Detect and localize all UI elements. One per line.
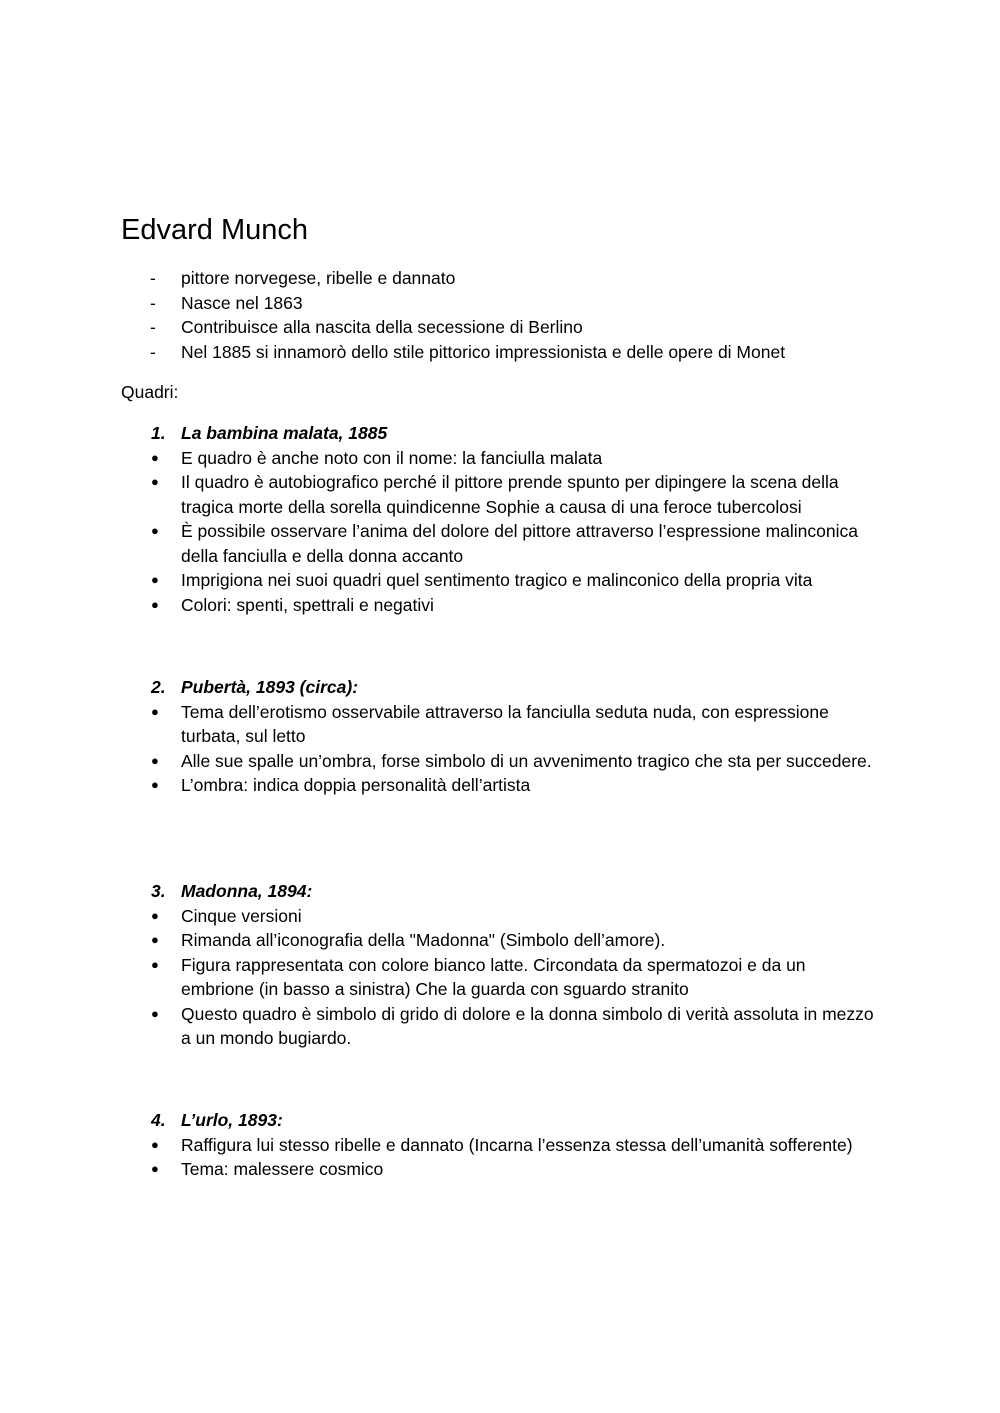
painting-section xyxy=(0,421,1000,617)
painting-bullets xyxy=(0,1133,1000,1182)
intro-item-text: Contribuisce alla nascita della secessione di Berlino xyxy=(181,317,583,337)
painting-section xyxy=(0,675,1000,798)
list-item-text: È possibile osservare l’anima del dolore del pittore attraverso l’espressione malinconica della fanciulla e della donna accanto xyxy=(181,521,859,566)
painting-title: Pubertà, 1893 (circa): xyxy=(181,677,359,697)
list-item-text: Questo quadro è simbolo di grido di dolore e la donna simbolo di verità assoluta in mezzo a un mondo bugiardo. xyxy=(181,1003,874,1048)
intro-item-text: Nasce nel 1863 xyxy=(181,292,303,313)
painting-number: 1. xyxy=(151,423,166,443)
intro-item xyxy=(0,340,1000,365)
painting-heading xyxy=(0,421,1000,446)
list-item xyxy=(0,904,1000,929)
intro-item-text: Nel 1885 si innamorò dello stile pittorico impressionista e delle opere di Monet xyxy=(181,341,786,362)
list-item xyxy=(0,700,1000,749)
bullet-icon: ● xyxy=(151,1005,159,1021)
list-item-text: Colori: spenti, spettrali e negativi xyxy=(181,594,434,615)
bullet-icon: ● xyxy=(151,932,159,947)
intro-item xyxy=(0,291,1000,316)
dash-marker: - xyxy=(150,341,156,362)
painting-heading xyxy=(0,675,1000,700)
list-item xyxy=(0,953,1000,1002)
bullet-icon: ● xyxy=(151,523,159,538)
painting-number: 3. xyxy=(151,881,166,901)
painting-title: Madonna, 1894: xyxy=(181,881,313,901)
painting-number: 4. xyxy=(151,1110,166,1130)
list-item xyxy=(0,1002,1000,1051)
list-item-text: Imprigiona nei suoi quadri quel sentimento tragico e malinconico della propria vita xyxy=(181,570,813,590)
list-item xyxy=(0,1133,1000,1158)
intro-item-text: pittore norvegese, ribelle e dannato xyxy=(181,268,456,288)
painting-heading xyxy=(0,879,1000,904)
bullet-icon: ● xyxy=(151,596,159,612)
paintings-label: Quadri: xyxy=(121,382,179,402)
bullet-icon: ● xyxy=(151,703,159,719)
dash-marker: - xyxy=(150,317,156,337)
dash-marker: - xyxy=(150,268,156,288)
list-item xyxy=(0,773,1000,798)
list-item-text: Alle sue spalle un’ombra, forse simbolo di un avvenimento tragico che sta per succedere. xyxy=(181,750,872,771)
list-item xyxy=(0,1157,1000,1182)
painting-number: 2. xyxy=(151,677,166,697)
dash-marker: - xyxy=(150,292,156,313)
list-item-text: E quadro è anche noto con il nome: la fanciulla malata xyxy=(181,447,603,468)
bullet-icon: ● xyxy=(151,956,159,972)
painting-title: L’urlo, 1893: xyxy=(181,1110,283,1130)
painting-bullets xyxy=(0,700,1000,798)
bullet-icon: ● xyxy=(151,907,159,923)
bullet-icon: ● xyxy=(151,449,159,465)
list-item-text: Cinque versioni xyxy=(181,905,302,926)
painting-section xyxy=(0,1108,1000,1182)
list-item-text: Figura rappresentata con colore bianco latte. Circondata da spermatozoi e da un embrione (in basso a sinistra) Che la guarda con sguardo stranito xyxy=(181,954,806,999)
list-item-text: Rimanda all’iconografia della "Madonna" (Simbolo dell’amore). xyxy=(181,930,666,950)
bullet-icon: ● xyxy=(151,752,159,768)
document-title: Edvard Munch xyxy=(121,214,308,246)
list-item xyxy=(0,928,1000,953)
bullet-icon: ● xyxy=(151,777,159,792)
list-item xyxy=(0,470,1000,519)
list-item xyxy=(0,446,1000,471)
list-item xyxy=(0,593,1000,618)
intro-item xyxy=(0,315,1000,340)
intro-list xyxy=(0,266,1000,364)
painting-section xyxy=(0,879,1000,1051)
bullet-icon: ● xyxy=(151,572,159,587)
bullet-icon: ● xyxy=(151,474,159,489)
list-item xyxy=(0,519,1000,568)
painting-bullets xyxy=(0,904,1000,1051)
list-item-text: Tema: malessere cosmico xyxy=(181,1159,384,1179)
list-item-text: Il quadro è autobiografico perché il pittore prende spunto per dipingere la scena della tragica morte della sorella quindicenne Sophie a causa di una feroce tubercolosi xyxy=(181,472,839,517)
intro-item xyxy=(0,266,1000,291)
painting-title: La bambina malata, 1885 xyxy=(181,423,388,443)
bullet-icon: ● xyxy=(151,1136,159,1152)
list-item xyxy=(0,568,1000,593)
list-item-text: Tema dell’erotismo osservabile attraverso la fanciulla seduta nuda, con espressione turbata, sul letto xyxy=(181,701,829,746)
painting-bullets xyxy=(0,446,1000,618)
list-item xyxy=(0,749,1000,774)
list-item-text: Raffigura lui stesso ribelle e dannato (Incarna l’essenza stessa dell’umanità sofferente) xyxy=(181,1134,853,1155)
list-item-text: L’ombra: indica doppia personalità dell’artista xyxy=(181,775,531,795)
bullet-icon: ● xyxy=(151,1161,159,1176)
painting-heading xyxy=(0,1108,1000,1133)
